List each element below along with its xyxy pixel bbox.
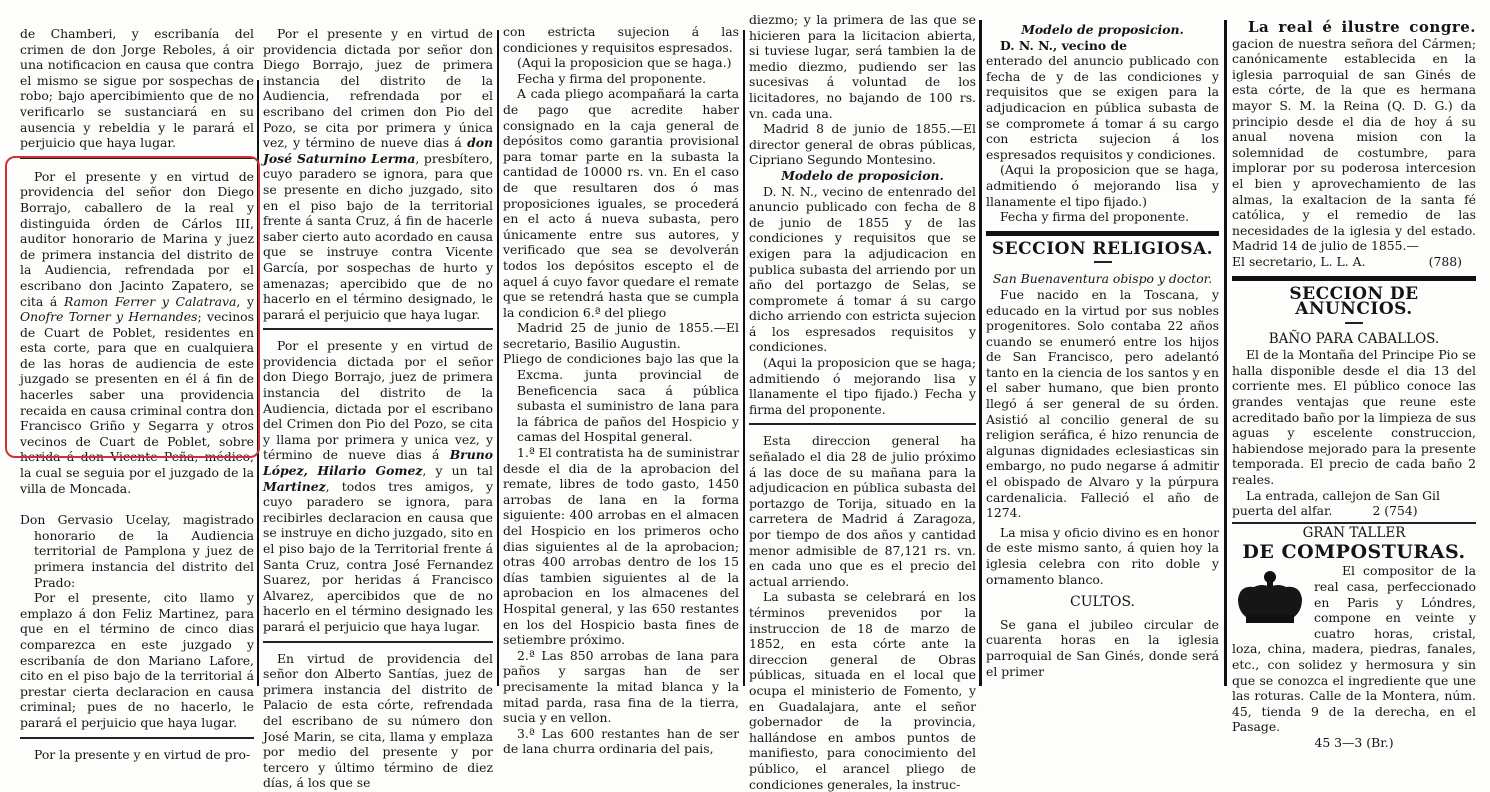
ad-heading: BAÑO PARA CABALLOS. bbox=[1268, 330, 1440, 347]
column-6 bbox=[1232, 18, 1476, 750]
divider bbox=[749, 423, 976, 425]
notice-name: Martinez bbox=[263, 478, 326, 494]
notice-name: Ramon Ferrer y Calatrava bbox=[63, 293, 237, 309]
notice-heading: Don Gervasio Ucelay, magistrado honorario de la Audiencia territorial de Pamplona y juez de primera instancia del distrito del Prado: bbox=[20, 512, 254, 590]
notice-paragraph: 3.ª Las 600 restantes han de ser de lana churra ordinaria del pais, bbox=[503, 725, 739, 757]
divider bbox=[1345, 322, 1363, 324]
column-rule bbox=[743, 30, 745, 686]
notice-signature bbox=[1232, 254, 1476, 270]
notice-paragraph: Fecha y firma del proponente. bbox=[517, 70, 707, 86]
column-rule bbox=[497, 30, 499, 686]
notice-paragraph: Por el presente, cito llamo y emplazo á don Feliz Martinez, para que en el término de cinco dias comparezca en este juzgado y escribanía de don Mariano Lafore, cito en el piso bajo de la territorial á prestar cierta declaracion en causa criminal; pues de no hacerlo, le parará el perjuicio que haya lugar. bbox=[20, 590, 254, 730]
notice-paragraph: D. N. N., vecino de bbox=[1000, 37, 1128, 53]
notice-paragraph: 2.ª Las 850 arrobas de lana para paños y sargas han de ser precisamente la mitad blanca y la mitad parda, rasa fina de la tierra, sucia y en vellon. bbox=[503, 647, 739, 726]
notice-text: Por el presente y en virtud de providencia del señor don Diego Borrajo, caballero de la real y distinguida órden de Cárlos III, auditor honorario de Marina y juez de primera instancia del distrito de la Audiencia, refrendada por el escribano don Jacinto Zapatero, se cita á bbox=[20, 168, 254, 309]
crown-illustration bbox=[1234, 569, 1306, 627]
ad-text: puerta del alfar. bbox=[1232, 503, 1333, 519]
notice-text: gacion de nuestra señora del Cármen; canónicamente establecida en la iglesia parroquial de san Ginés de esta córte, de la que es hermana mayor S. M. la Reina (Q. D. G.) da principio desde el dia de hoy á su anual novena mision con la solemnidad de costumbre, para implorar por su poderosa intercesion el bien y aprovechamiento de las almas, la exaltacion de la santa fé católica, y el remedio de las necesidades de la iglesia y del estado. Madrid 14 de julio de 1855.— bbox=[1232, 35, 1476, 254]
ad-heading: GRAN TALLER bbox=[1302, 524, 1406, 541]
divider bbox=[263, 328, 493, 330]
notice-text: Por el presente y en virtud de providencia dictada por el señor don Diego Borrajo, juez de primera instancia del distrito de la Audiencia, dictada por el escribano del Crimen don Pio del Pozo, se cita y llama por primera y unica vez, y término de nueve dias á bbox=[263, 338, 493, 463]
notice-paragraph bbox=[1232, 20, 1476, 254]
divider bbox=[1232, 522, 1476, 524]
notice-paragraph: Fecha y firma del proponente. bbox=[1000, 209, 1190, 225]
ad-heading: DE COMPOSTURAS. bbox=[1242, 541, 1466, 564]
notice-paragraph: D. N. N., vecino de entenrado del anuncio publicado con fecha de 8 de junio de 1855 y de las condiciones y requisitos que se exigen para la adjudicacion en publica subasta del arriendo por un año del portazgo de Selas, se compromete á tomar á su cargo dicho arriendo con estricta sujecion á los espresados requisitos y condiciones. bbox=[749, 183, 976, 355]
notice-heading: Modelo de proposicion. bbox=[781, 167, 944, 183]
ad-paragraph: El compositor de la real casa, perfeccionado en Paris y Lóndres, compone en veinte y cuatro horas, cristal, loza, china, madera, piedras, fanales, etc., con solidez y hermosura y sin que se conozca el ingrediente que une las roturas. Calle de la Montera, núm. 45, tienda 9 de la derecha, en el Pasage. bbox=[1232, 563, 1476, 735]
column-3 bbox=[503, 24, 739, 757]
notice-text: , todos tres amigos, y cuyo paradero se ignora, para recibirles declaracion en causa que se instruye en dicho juzgado, sito en el piso bajo de la Territorial frente á Santa Cruz, contra José Fernandez Suarez, por heridas á Francisco Alvarez, apercibidos que de no hacerlo en el término designado les parará el perjuicio que haya lugar. bbox=[263, 478, 493, 634]
notice-paragraph: de Chamberi, y escribanía del crimen de don Jorge Reboles, á oir una notificacion en causa que contra el mismo se sigue por sospechas de robo; bajo apercibimiento que de no verificarlo se sustanciará en su ausencia y rebeldia y le parará el perjuicio que haya lugar. bbox=[20, 26, 254, 151]
notice-name: Onofre Torner y Hernandes bbox=[20, 309, 198, 325]
saint-title: San Buenaventura obispo y doctor. bbox=[992, 271, 1213, 287]
ad-footer: 45 3—3 (Br.) bbox=[1314, 734, 1394, 750]
notice-paragraph: En virtud de providencia del señor don Alberto Santías, juez de primera instancia del distrito de Palacio de esta córte, refrendada del escribano de su número don José Marin, se cita, llama y emplaza por medio del presente y por tercero y último término de diez días, á los que se bbox=[263, 650, 493, 791]
column-2 bbox=[263, 26, 494, 791]
section-heading: SECCION RELIGIOSA. bbox=[991, 238, 1214, 259]
notice-text: ; vecinos de Cuart de Poblet, residentes en esta corte, para que en cualquiera de las horas de audiencia de este juzgado se presenten en él á fin de hacerles saber una providencia recaida en causa criminal contra don Francisco Griño y Segarra y otros vecinos de Cuart de Poblet, sobre herida á don Vicente Peña, médico, la cual se seguia por el juzgado de la villa de Moncada. bbox=[20, 309, 254, 496]
notice-paragraph: Se gana el jubileo circular de cuarenta horas en la iglesia parroquial de San Ginés, donde será el primer bbox=[986, 616, 1219, 679]
notice-paragraph: Fue nacido en la Toscana, y educado en la virtud por sus nobles progenitores. Solo contaba 22 años cuando se enumeró entre los hijos de San Francisco, pero adelantó tanto en la ciencia de los santos y en el saber humano, que bien pronto llegó á ser general de su órden. Asistió al concilio general de su religion seráfica, é hizo renuncia de algunas dignidades eclesiasticas sin embargo, no pudo negarse á admitir el obispado de Alvaro y la púrpura cardenalicia. Falleció el año de 1274. bbox=[986, 286, 1219, 521]
notice-paragraph: 1.ª El contratista ha de suministrar desde el dia de la aprobacion del remate, libres de todo gasto, 1450 arrobas de lana en la forma siguiente: 400 arrobas en el almacen del Hospicio en los primeros ocho dias siguientes al de la aprobacion; otras 400 arrobas dentro de los 15 días tambien siguientes al de la aprobacion en los almacenes del Hospital general, y las 650 restantes en los del Hospicio basta fines de setiembre próximo. bbox=[503, 445, 739, 648]
notice-paragraph bbox=[263, 26, 493, 322]
notice-paragraph: A cada pliego acompañará la carta de pago que acredite haber consignado en la caja general de depósitos como garantia provisional para tomar parte en la subasta la cantidad de 10000 rs. vn. En el caso de que resultaren dos ó mas proposiciones iguales, se procederá en el acto á nueva subasta, pero únicamente entre sus autores, y verificado que sea se devolverán todos los depósitos escepto el de aquel á cuyo favor quedare el remate que se retendrá hasta que se cumpla la condicion 6.ª del pliego bbox=[503, 86, 739, 320]
divider bbox=[1094, 261, 1112, 263]
ad-paragraph: El de la Montaña del Principe Pio se halla disponible desde el dia 13 del corriente mes. El público conoce las grandes ventajas que reune este acreditado baño por la limpieza de sus aguas y escelente construccion, habiendose mejorado para la presente temporada. El precio de cada baño 2 reales. bbox=[1232, 347, 1476, 488]
divider bbox=[20, 737, 254, 739]
notice-paragraph bbox=[263, 338, 493, 634]
notice-paragraph: La misa y oficio divino es en honor de este mismo santo, á quien hoy la iglesia celebra con rito doble y ornamento blanco. bbox=[986, 524, 1219, 587]
notice-text: , y un tal bbox=[422, 463, 494, 479]
notice-name: don José Saturnino Lerma bbox=[263, 135, 493, 166]
subsection-heading: CULTOS. bbox=[1069, 594, 1136, 611]
ad-number: (788) bbox=[1428, 253, 1462, 269]
notice-paragraph: Pliego de condiciones bajo las que la Excma. junta provincial de Beneficencia saca á pública subasta el suministro de lana para la fábrica de paños del Hospicio y camas del Hospital general. bbox=[503, 351, 739, 445]
column-4 bbox=[749, 12, 976, 792]
column-5 bbox=[986, 22, 1219, 708]
notice-name: Bruno López, Hilario Gomez bbox=[263, 447, 493, 479]
notice-paragraph: con estricta sujecion á las condiciones y requisitos espresados. bbox=[503, 24, 739, 55]
crown-icon bbox=[1234, 569, 1306, 627]
notice-text: , y bbox=[236, 293, 254, 309]
notice-text: , presbítero, cuyo paradero se ignora, para que se presente en dicho juzgado, sito en el piso bajo de la territorial frente á santa Cruz, á fin de hacerle saber cierto auto acordado en causa que se instruye contra Vicente García, por sospechas de hurto y amenazas; apercibido que de no hacerlo en el término designado, le parará el perjuicio que haya lugar. bbox=[263, 150, 494, 322]
notice-paragraph: Madrid 8 de junio de 1855.—El director general de obras públicas, Cipriano Segundo Montesino. bbox=[749, 121, 976, 168]
notice-heading: Modelo de proposicion. bbox=[1021, 22, 1184, 37]
section-heading: SECCION DE ANUNCIOS. bbox=[1289, 283, 1419, 320]
notice-paragraph: (Aqui la proposicion que se haga, admitiendo ó mejorando lisa y llanamente el tipo fijado.) bbox=[986, 162, 1219, 209]
notice-paragraph: enterado del anuncio publicado con fecha de y de las condiciones y requisitos que se exigen para la adjudicacion en pública subasta de se compromete á tomar á su cargo con estricta sujecion á los espresados requisitos y condiciones. bbox=[986, 53, 1219, 162]
notice-paragraph: diezmo; y la primera de las que se hicieren para la licitacion abierta, si tuviese lugar, será tambien la de medio diezmo, pudiendo ser las sucesivas á voluntad de los licitadores, no bajando de 100 rs. vn. cada una. bbox=[749, 12, 976, 121]
notice-paragraph: Madrid 25 de junio de 1855.—El secretario, Basilio Augustin. bbox=[503, 320, 739, 351]
notice-paragraph: (Aqui la proposicion que se haga.) bbox=[517, 55, 732, 71]
notice-paragraph: Esta direccion general ha señalado el dia 28 de julio próximo á las doce de su mañana para la adjudicacion en pública subasta del portazgo de Torija, situado en la carretera de Madrid á Zaragoza, por tiempo de dos años y cantidad menor admisible de 87,121 rs. vn. en cada uno que es el precio del actual arriendo. bbox=[749, 433, 976, 589]
ad-number: 2 (754) bbox=[1372, 503, 1418, 519]
divider bbox=[263, 641, 493, 643]
highlight-box bbox=[5, 156, 260, 458]
signature-text: El secretario, L. L. A. bbox=[1232, 253, 1366, 269]
notice-paragraph: Por la presente y en virtud de pro- bbox=[34, 746, 251, 762]
ad-footer bbox=[1232, 503, 1476, 519]
ad-paragraph: La entrada, callejon de San Gil bbox=[1246, 487, 1440, 503]
column-rule bbox=[979, 20, 982, 686]
notice-paragraph: (Aqui la proposicion que se haga; admitiendo ó mejorando lisa y llanamente el tipo fijado.) Fecha y firma del proponente. bbox=[749, 355, 976, 417]
divider bbox=[1232, 276, 1476, 281]
notice-text: Por el presente y en virtud de providencia dictada por señor don Diego Borrajo, juez de primera instancia del distrito de la Audiencia, refrendada por el escribano del crimen don Pio del Pozo, se cita por primera y única vez, y término de nueve dias á bbox=[263, 26, 493, 151]
divider bbox=[986, 231, 1219, 236]
notice-heading: La real é ilustre congre. bbox=[1248, 18, 1476, 36]
column-rule bbox=[1224, 20, 1227, 686]
notice-paragraph: La subasta se celebrará en los términos prevenidos por la instruccion de 18 de marzo de 1852, en esta córte ante la direccion general de Obras públicas, situada en el local que ocupa el ministerio de Fomento, y en Guadalajara, ante el señor gobernador de la provincia, hallándose en ambos puntos de manifiesto, para conocimiento del público, el arancel pliego de condiciones generales, la instruc- bbox=[749, 589, 976, 792]
